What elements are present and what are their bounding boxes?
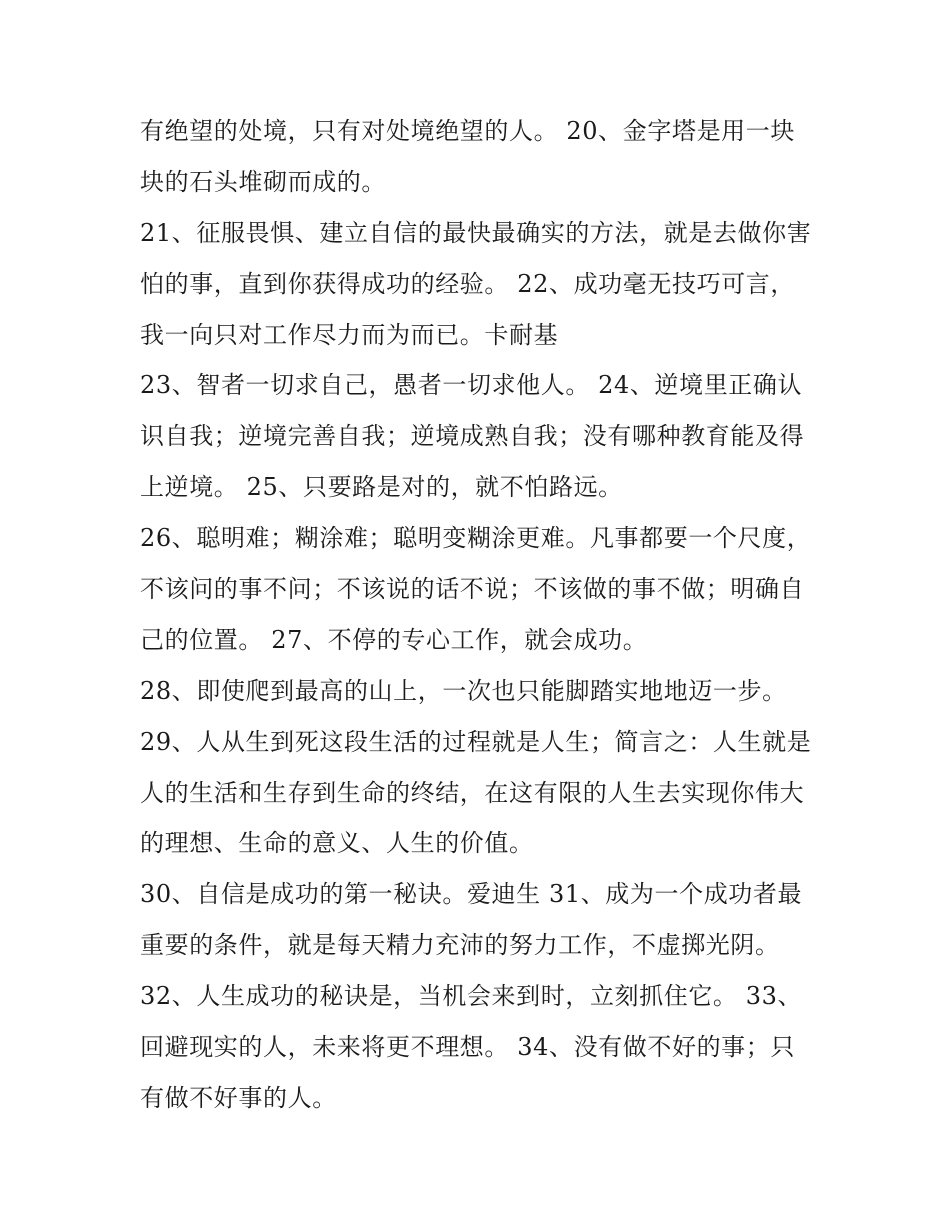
text-line: 32、人生成功的秘诀是，当机会来到时，立刻抓住它。 33、 bbox=[140, 982, 803, 1011]
text-line: 怕的事，直到你获得成功的经验。 22、成功毫无技巧可言， bbox=[140, 269, 795, 298]
text-line: 重要的条件，就是每天精力充沛的努力工作，不虚掷光阴。 bbox=[140, 931, 780, 960]
text-line: 的理想、生命的意义、人生的价值。 bbox=[140, 829, 534, 858]
text-line: 30、自信是成功的第一秘诀。爱迪生 31、成为一个成功者最 bbox=[140, 880, 803, 909]
text-line: 26、聪明难；糊涂难；聪明变糊涂更难。凡事都要一个尺度， bbox=[140, 524, 812, 553]
text-line: 28、即使爬到最高的山上，一次也只能脚踏实地地迈一步。 bbox=[140, 676, 787, 705]
text-line: 有做不好事的人。 bbox=[140, 1083, 337, 1112]
text-line: 回避现实的人，未来将更不理想。 34、没有做不好的事；只 bbox=[140, 1033, 795, 1062]
body-text bbox=[140, 106, 820, 1124]
text-line: 23、智者一切求自己，愚者一切求他人。 24、逆境里正确认 bbox=[140, 371, 803, 400]
text-line: 人的生活和生存到生命的终结，在这有限的人生去实现你伟大 bbox=[140, 778, 805, 807]
text-line: 21、征服畏惧、建立自信的最快最确实的方法，就是去做你害 bbox=[140, 218, 812, 247]
text-line: 识自我；逆境完善自我；逆境成熟自我；没有哪种教育能及得 bbox=[140, 422, 805, 451]
text-line: 块的石头堆砌而成的。 bbox=[140, 167, 386, 196]
text-line: 不该问的事不问；不该说的话不说；不该做的事不做；明确自 bbox=[140, 575, 805, 604]
text-line: 上逆境。 25、只要路是对的，就不怕路远。 bbox=[140, 473, 623, 502]
text-line: 己的位置。 27、不停的专心工作，就会成功。 bbox=[140, 625, 648, 654]
text-line: 我一向只对工作尽力而为而已。卡耐基 bbox=[140, 320, 559, 349]
text-line: 有绝望的处境，只有对处境绝望的人。 20、金字塔是用一块 bbox=[140, 117, 795, 145]
text-line: 29、人从生到死这段生活的过程就是人生；简言之：人生就是 bbox=[140, 727, 812, 756]
